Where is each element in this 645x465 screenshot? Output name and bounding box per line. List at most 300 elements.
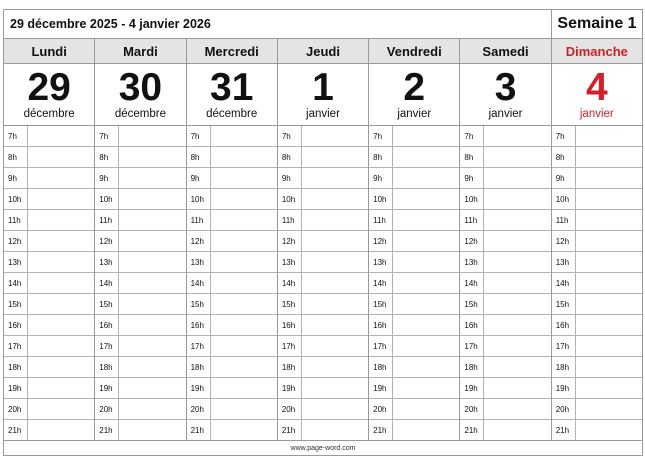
- note-area[interactable]: [576, 420, 642, 440]
- time-slot[interactable]: [278, 420, 368, 440]
- note-area[interactable]: [211, 273, 277, 293]
- note-area[interactable]: [393, 336, 459, 356]
- time-slot[interactable]: [552, 231, 642, 252]
- note-area[interactable]: [119, 273, 185, 293]
- time-slot[interactable]: [460, 315, 550, 336]
- time-slot[interactable]: [278, 126, 368, 147]
- hour-label: 11h: [278, 210, 302, 230]
- time-slot[interactable]: [369, 399, 459, 420]
- time-slot[interactable]: [95, 147, 185, 168]
- note-area[interactable]: [119, 315, 185, 335]
- time-slot[interactable]: [278, 231, 368, 252]
- time-slot[interactable]: [552, 210, 642, 231]
- hour-label: 11h: [4, 210, 28, 230]
- time-slot[interactable]: [369, 315, 459, 336]
- time-slot[interactable]: [278, 210, 368, 231]
- time-slot[interactable]: [187, 399, 277, 420]
- time-slot[interactable]: [187, 231, 277, 252]
- note-area[interactable]: [119, 189, 185, 209]
- note-area[interactable]: [302, 231, 368, 251]
- date-month: janvier: [579, 108, 614, 120]
- time-slot[interactable]: [4, 210, 94, 231]
- note-area[interactable]: [484, 315, 550, 335]
- time-slot[interactable]: [278, 189, 368, 210]
- note-area[interactable]: [302, 315, 368, 335]
- hour-label: 7h: [278, 126, 302, 146]
- hour-label: 8h: [187, 147, 211, 167]
- note-area[interactable]: [393, 378, 459, 398]
- date-number: 29: [27, 66, 71, 109]
- time-slot[interactable]: [95, 126, 185, 147]
- time-slot[interactable]: [95, 399, 185, 420]
- hour-label: 7h: [4, 126, 28, 146]
- note-area[interactable]: [484, 273, 550, 293]
- hour-label: 21h: [95, 420, 119, 440]
- note-area[interactable]: [484, 189, 550, 209]
- hour-label: 19h: [369, 378, 393, 398]
- note-area[interactable]: [302, 420, 368, 440]
- time-slot[interactable]: [369, 357, 459, 378]
- hour-label: 8h: [95, 147, 119, 167]
- hour-label: 15h: [278, 294, 302, 314]
- note-area[interactable]: [484, 378, 550, 398]
- date-number: 4: [585, 66, 608, 109]
- time-slot[interactable]: [95, 231, 185, 252]
- hour-label: 17h: [278, 336, 302, 356]
- note-area[interactable]: [393, 273, 459, 293]
- hour-label: 20h: [278, 399, 302, 419]
- hour-label: 10h: [460, 189, 484, 209]
- day-column-4: [368, 126, 459, 440]
- hour-label: 13h: [187, 252, 211, 272]
- note-area[interactable]: [484, 357, 550, 377]
- footer-url: www.page-word.com: [4, 440, 642, 455]
- hour-grid: [4, 126, 642, 440]
- time-slot[interactable]: [278, 168, 368, 189]
- time-slot[interactable]: [4, 420, 94, 440]
- time-slot[interactable]: [95, 357, 185, 378]
- time-slot[interactable]: [552, 399, 642, 420]
- time-slot[interactable]: [4, 147, 94, 168]
- note-area[interactable]: [211, 189, 277, 209]
- time-slot[interactable]: [187, 252, 277, 273]
- hour-label: 17h: [460, 336, 484, 356]
- note-area[interactable]: [484, 168, 550, 188]
- note-area[interactable]: [119, 357, 185, 377]
- time-slot[interactable]: [369, 189, 459, 210]
- note-area[interactable]: [119, 336, 185, 356]
- note-area[interactable]: [119, 420, 185, 440]
- note-area[interactable]: [28, 294, 94, 314]
- time-slot[interactable]: [552, 273, 642, 294]
- time-slot[interactable]: [278, 336, 368, 357]
- note-area[interactable]: [393, 315, 459, 335]
- time-slot[interactable]: [278, 399, 368, 420]
- hour-label: 14h: [187, 273, 211, 293]
- time-slot[interactable]: [4, 315, 94, 336]
- note-area[interactable]: [576, 126, 642, 146]
- hour-label: 8h: [278, 147, 302, 167]
- note-area[interactable]: [119, 399, 185, 419]
- time-slot[interactable]: [369, 336, 459, 357]
- note-area[interactable]: [576, 399, 642, 419]
- time-slot[interactable]: [187, 147, 277, 168]
- time-slot[interactable]: [552, 315, 642, 336]
- time-slot[interactable]: [278, 315, 368, 336]
- time-slot[interactable]: [552, 147, 642, 168]
- hour-label: 12h: [552, 231, 576, 251]
- time-slot[interactable]: [4, 231, 94, 252]
- note-area[interactable]: [393, 231, 459, 251]
- date-cell-3: [277, 64, 368, 125]
- note-area[interactable]: [393, 420, 459, 440]
- time-slot[interactable]: [187, 210, 277, 231]
- time-slot[interactable]: [369, 210, 459, 231]
- note-area[interactable]: [28, 315, 94, 335]
- hour-label: 10h: [187, 189, 211, 209]
- date-number: 1: [312, 66, 334, 109]
- time-slot[interactable]: [552, 189, 642, 210]
- hour-label: 17h: [187, 336, 211, 356]
- note-area[interactable]: [393, 252, 459, 272]
- hour-label: 20h: [187, 399, 211, 419]
- note-area[interactable]: [302, 210, 368, 230]
- hour-label: 10h: [278, 189, 302, 209]
- note-area[interactable]: [211, 336, 277, 356]
- time-slot[interactable]: [95, 378, 185, 399]
- note-area[interactable]: [576, 357, 642, 377]
- note-area[interactable]: [484, 210, 550, 230]
- hour-label: 12h: [4, 231, 28, 251]
- time-slot[interactable]: [187, 189, 277, 210]
- time-slot[interactable]: [4, 189, 94, 210]
- note-area[interactable]: [576, 210, 642, 230]
- date-cell-5: [459, 64, 550, 125]
- note-area[interactable]: [28, 399, 94, 419]
- hour-label: 7h: [95, 126, 119, 146]
- date-month: décembre: [206, 108, 258, 120]
- hour-label: 15h: [4, 294, 28, 314]
- note-area[interactable]: [576, 378, 642, 398]
- hour-label: 16h: [552, 315, 576, 335]
- day-column-0: [4, 126, 94, 440]
- time-slot[interactable]: [460, 420, 550, 440]
- hour-label: 16h: [278, 315, 302, 335]
- time-slot[interactable]: [552, 126, 642, 147]
- time-slot[interactable]: [369, 294, 459, 315]
- day-name-3: Jeudi: [277, 39, 368, 63]
- day-name-1: Mardi: [94, 39, 185, 63]
- day-column-3: [277, 126, 368, 440]
- note-area[interactable]: [302, 357, 368, 377]
- time-slot[interactable]: [278, 147, 368, 168]
- note-area[interactable]: [119, 126, 185, 146]
- note-area[interactable]: [28, 378, 94, 398]
- day-column-2: [186, 126, 277, 440]
- hour-label: 14h: [278, 273, 302, 293]
- note-area[interactable]: [484, 294, 550, 314]
- time-slot[interactable]: [460, 357, 550, 378]
- note-area[interactable]: [576, 315, 642, 335]
- hour-label: 13h: [4, 252, 28, 272]
- time-slot[interactable]: [460, 378, 550, 399]
- note-area[interactable]: [393, 210, 459, 230]
- hour-label: 20h: [460, 399, 484, 419]
- note-area[interactable]: [119, 378, 185, 398]
- note-area[interactable]: [393, 357, 459, 377]
- time-slot[interactable]: [369, 378, 459, 399]
- date-range-title: 29 décembre 2025 - 4 janvier 2026: [10, 17, 211, 31]
- note-area[interactable]: [211, 315, 277, 335]
- hour-label: 13h: [460, 252, 484, 272]
- note-area[interactable]: [484, 147, 550, 167]
- day-name-5: Samedi: [459, 39, 550, 63]
- time-slot[interactable]: [278, 252, 368, 273]
- hour-label: 21h: [4, 420, 28, 440]
- hour-label: 21h: [369, 420, 393, 440]
- time-slot[interactable]: [278, 378, 368, 399]
- note-area[interactable]: [302, 399, 368, 419]
- note-area[interactable]: [302, 378, 368, 398]
- time-slot[interactable]: [369, 168, 459, 189]
- note-area[interactable]: [211, 399, 277, 419]
- note-area[interactable]: [576, 252, 642, 272]
- time-slot[interactable]: [95, 420, 185, 440]
- note-area[interactable]: [302, 168, 368, 188]
- note-area[interactable]: [302, 294, 368, 314]
- note-area[interactable]: [119, 252, 185, 272]
- note-area[interactable]: [211, 210, 277, 230]
- note-area[interactable]: [302, 336, 368, 356]
- note-area[interactable]: [576, 273, 642, 293]
- time-slot[interactable]: [369, 231, 459, 252]
- note-area[interactable]: [28, 420, 94, 440]
- note-area[interactable]: [28, 252, 94, 272]
- note-area[interactable]: [211, 294, 277, 314]
- dates-row: [4, 64, 642, 126]
- time-slot[interactable]: [95, 294, 185, 315]
- hour-label: 14h: [95, 273, 119, 293]
- time-slot[interactable]: [369, 420, 459, 440]
- time-slot[interactable]: [187, 336, 277, 357]
- hour-label: 14h: [552, 273, 576, 293]
- time-slot[interactable]: [369, 147, 459, 168]
- time-slot[interactable]: [278, 357, 368, 378]
- note-area[interactable]: [393, 126, 459, 146]
- hour-label: 17h: [369, 336, 393, 356]
- note-area[interactable]: [211, 168, 277, 188]
- hour-label: 14h: [460, 273, 484, 293]
- time-slot[interactable]: [460, 147, 550, 168]
- time-slot[interactable]: [552, 336, 642, 357]
- time-slot[interactable]: [460, 336, 550, 357]
- hour-label: 16h: [4, 315, 28, 335]
- time-slot[interactable]: [552, 420, 642, 440]
- hour-label: 13h: [278, 252, 302, 272]
- time-slot[interactable]: [187, 420, 277, 440]
- note-area[interactable]: [576, 294, 642, 314]
- note-area[interactable]: [211, 378, 277, 398]
- note-area[interactable]: [576, 147, 642, 167]
- note-area[interactable]: [28, 231, 94, 251]
- note-area[interactable]: [211, 126, 277, 146]
- day-names-row: [4, 39, 642, 64]
- note-area[interactable]: [302, 189, 368, 209]
- hour-label: 19h: [460, 378, 484, 398]
- time-slot[interactable]: [460, 231, 550, 252]
- time-slot[interactable]: [95, 252, 185, 273]
- note-area[interactable]: [302, 147, 368, 167]
- time-slot[interactable]: [95, 168, 185, 189]
- time-slot[interactable]: [4, 336, 94, 357]
- day-name-6: Dimanche: [551, 39, 642, 63]
- time-slot[interactable]: [552, 168, 642, 189]
- time-slot[interactable]: [187, 315, 277, 336]
- hour-label: 10h: [369, 189, 393, 209]
- note-area[interactable]: [393, 399, 459, 419]
- note-area[interactable]: [119, 231, 185, 251]
- note-area[interactable]: [28, 126, 94, 146]
- note-area[interactable]: [576, 231, 642, 251]
- time-slot[interactable]: [4, 399, 94, 420]
- time-slot[interactable]: [187, 294, 277, 315]
- note-area[interactable]: [211, 252, 277, 272]
- note-area[interactable]: [28, 189, 94, 209]
- note-area[interactable]: [484, 231, 550, 251]
- time-slot[interactable]: [278, 273, 368, 294]
- hour-label: 7h: [369, 126, 393, 146]
- date-month: décembre: [114, 108, 166, 120]
- hour-label: 19h: [95, 378, 119, 398]
- time-slot[interactable]: [369, 273, 459, 294]
- time-slot[interactable]: [95, 189, 185, 210]
- date-cell-1: [94, 64, 185, 125]
- time-slot[interactable]: [187, 378, 277, 399]
- time-slot[interactable]: [187, 168, 277, 189]
- time-slot[interactable]: [4, 357, 94, 378]
- date-cell-6: [551, 64, 642, 125]
- date-month: janvier: [488, 108, 523, 120]
- note-area[interactable]: [119, 147, 185, 167]
- note-area[interactable]: [576, 336, 642, 356]
- time-slot[interactable]: [4, 252, 94, 273]
- time-slot[interactable]: [460, 273, 550, 294]
- time-slot[interactable]: [552, 294, 642, 315]
- time-slot[interactable]: [460, 294, 550, 315]
- time-slot[interactable]: [4, 294, 94, 315]
- time-slot[interactable]: [4, 126, 94, 147]
- hour-label: 18h: [95, 357, 119, 377]
- note-area[interactable]: [211, 231, 277, 251]
- time-slot[interactable]: [369, 126, 459, 147]
- hour-label: 8h: [460, 147, 484, 167]
- note-area[interactable]: [28, 273, 94, 293]
- weekly-planner: [3, 9, 643, 456]
- time-slot[interactable]: [460, 168, 550, 189]
- time-slot[interactable]: [460, 399, 550, 420]
- hour-label: 19h: [278, 378, 302, 398]
- note-area[interactable]: [211, 357, 277, 377]
- note-area[interactable]: [576, 168, 642, 188]
- day-column-6: [551, 126, 642, 440]
- note-area[interactable]: [119, 294, 185, 314]
- note-area[interactable]: [393, 147, 459, 167]
- note-area[interactable]: [393, 189, 459, 209]
- date-cell-4: [368, 64, 459, 125]
- note-area[interactable]: [393, 294, 459, 314]
- hour-label: 17h: [552, 336, 576, 356]
- hour-label: 18h: [552, 357, 576, 377]
- hour-label: 18h: [369, 357, 393, 377]
- note-area[interactable]: [484, 420, 550, 440]
- hour-label: 21h: [460, 420, 484, 440]
- hour-label: 15h: [95, 294, 119, 314]
- note-area[interactable]: [28, 210, 94, 230]
- time-slot[interactable]: [552, 252, 642, 273]
- time-slot[interactable]: [460, 189, 550, 210]
- note-area[interactable]: [119, 210, 185, 230]
- hour-label: 9h: [278, 168, 302, 188]
- note-area[interactable]: [211, 147, 277, 167]
- hour-label: 14h: [369, 273, 393, 293]
- note-area[interactable]: [393, 168, 459, 188]
- hour-label: 10h: [95, 189, 119, 209]
- note-area[interactable]: [576, 189, 642, 209]
- note-area[interactable]: [484, 252, 550, 272]
- hour-label: 8h: [4, 147, 28, 167]
- time-slot[interactable]: [187, 126, 277, 147]
- note-area[interactable]: [302, 273, 368, 293]
- note-area[interactable]: [302, 126, 368, 146]
- hour-label: 14h: [4, 273, 28, 293]
- note-area[interactable]: [28, 336, 94, 356]
- time-slot[interactable]: [95, 336, 185, 357]
- note-area[interactable]: [484, 336, 550, 356]
- time-slot[interactable]: [4, 378, 94, 399]
- time-slot[interactable]: [460, 252, 550, 273]
- day-name-0: Lundi: [31, 43, 67, 59]
- time-slot[interactable]: [187, 357, 277, 378]
- time-slot[interactable]: [552, 357, 642, 378]
- time-slot[interactable]: [95, 273, 185, 294]
- note-area[interactable]: [28, 168, 94, 188]
- hour-label: 9h: [369, 168, 393, 188]
- time-slot[interactable]: [460, 126, 550, 147]
- time-slot[interactable]: [187, 273, 277, 294]
- date-month: janvier: [397, 108, 432, 120]
- day-name-2: Mercredi: [186, 39, 277, 63]
- time-slot[interactable]: [95, 210, 185, 231]
- note-area[interactable]: [484, 126, 550, 146]
- note-area[interactable]: [302, 252, 368, 272]
- note-area[interactable]: [28, 357, 94, 377]
- time-slot[interactable]: [460, 210, 550, 231]
- hour-label: 21h: [278, 420, 302, 440]
- time-slot[interactable]: [4, 168, 94, 189]
- time-slot[interactable]: [552, 378, 642, 399]
- hour-label: 15h: [552, 294, 576, 314]
- note-area[interactable]: [211, 420, 277, 440]
- time-slot[interactable]: [278, 294, 368, 315]
- hour-label: 12h: [369, 231, 393, 251]
- time-slot[interactable]: [369, 252, 459, 273]
- note-area[interactable]: [119, 168, 185, 188]
- hour-label: 11h: [460, 210, 484, 230]
- note-area[interactable]: [28, 147, 94, 167]
- note-area[interactable]: [484, 399, 550, 419]
- time-slot[interactable]: [4, 273, 94, 294]
- time-slot[interactable]: [95, 315, 185, 336]
